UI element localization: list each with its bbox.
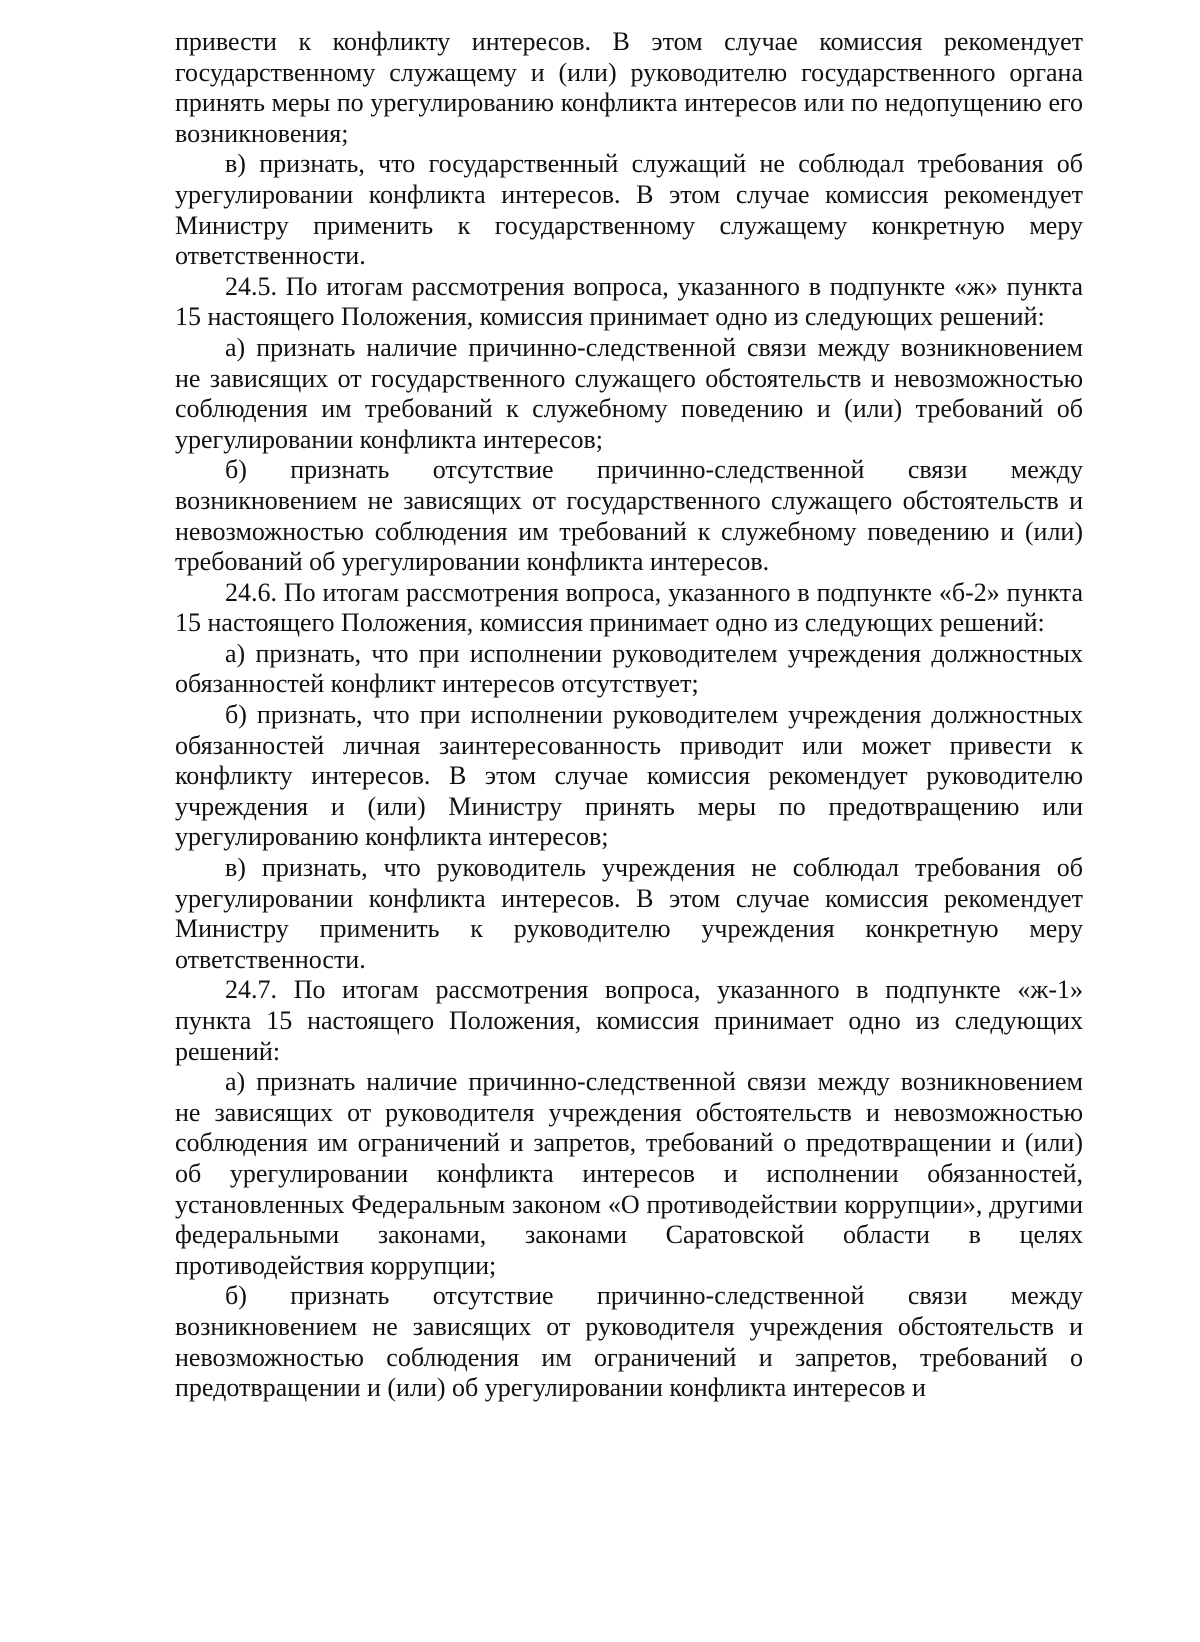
paragraph-24-5-heading: 24.5. По итогам рассмотрения вопроса, указанного в подпункте «ж» пункта 15 настоящего Положения, комиссия принимает одно из следующих решений: xyxy=(175,271,1083,332)
paragraph-24-5-item-a: а) признать наличие причинно-следственной связи между возникновением не зависящих от государственного служащего обстоятельств и невозможностью соблюдения им требований к служебному поведению и (или) требований об урегулировании конфликта интересов; xyxy=(175,332,1083,454)
paragraph-24-6-item-b: б) признать, что при исполнении руководителем учреждения должностных обязанностей личная заинтересованность приводит или может привести к конфликту интересов. В этом случае комиссия рекомендует руководителю учреждения и (или) Министру принять меры по предотвращению или урегулированию конфликта интересов; xyxy=(175,700,1083,852)
paragraph-24-6-heading: 24.6. По итогам рассмотрения вопроса, указанного в подпункте «б-2» пункта 15 настоящего Положения, комиссия принимает одно из следующих решений: xyxy=(175,577,1083,638)
paragraph-24-6-item-a: а) признать, что при исполнении руководителем учреждения должностных обязанностей конфликт интересов отсутствует; xyxy=(175,638,1083,699)
paragraph-24-6-item-v: в) признать, что руководитель учреждения не соблюдал требования об урегулировании конфликта интересов. В этом случае комиссия рекомендует Министру применить к руководителю учреждения конкретную меру ответственности. xyxy=(175,853,1083,974)
paragraph-item-v-civil-servant: в) признать, что государственный служащий не соблюдал требования об урегулировании конфликта интересов. В этом случае комиссия рекомендует Министру применить к государственному служащему конкретную меру ответственности. xyxy=(175,149,1083,271)
paragraph-24-7-item-a: а) признать наличие причинно-следственной связи между возникновением не зависящих от руководителя учреждения обстоятельств и невозможностью соблюдения им ограничений и запретов, требований о предотвращении и (или) об урегулировании конфликта интересов и исполнении обязанностей, установленных Федеральным законом «О противодействии коррупции», другими федеральными законами, законами Саратовской области в целях противодействия коррупции; xyxy=(175,1067,1083,1280)
paragraph-24-7-heading: 24.7. По итогам рассмотрения вопроса, указанного в подпункте «ж-1» пункта 15 настоящего Положения, комиссия принимает одно из следующих решений: xyxy=(175,975,1083,1066)
document-body xyxy=(175,27,1083,1404)
paragraph-continuation: привести к конфликту интересов. В этом случае комиссия рекомендует государственному служащему и (или) руководителю государственного органа принять меры по урегулированию конфликта интересов или по недопущению его возникновения; xyxy=(175,27,1083,148)
paragraph-24-5-item-b: б) признать отсутствие причинно-следственной связи между возникновением не зависящих от государственного служащего обстоятельств и невозможностью соблюдения им требований к служебному поведению и (или) требований об урегулировании конфликта интересов. xyxy=(175,455,1083,577)
paragraph-24-7-item-b: б) признать отсутствие причинно-следственной связи между возникновением не зависящих от руководителя учреждения обстоятельств и невозможностью соблюдения им ограничений и запретов, требований о предотвращении и (или) об урегулировании конфликта интересов и xyxy=(175,1281,1083,1403)
